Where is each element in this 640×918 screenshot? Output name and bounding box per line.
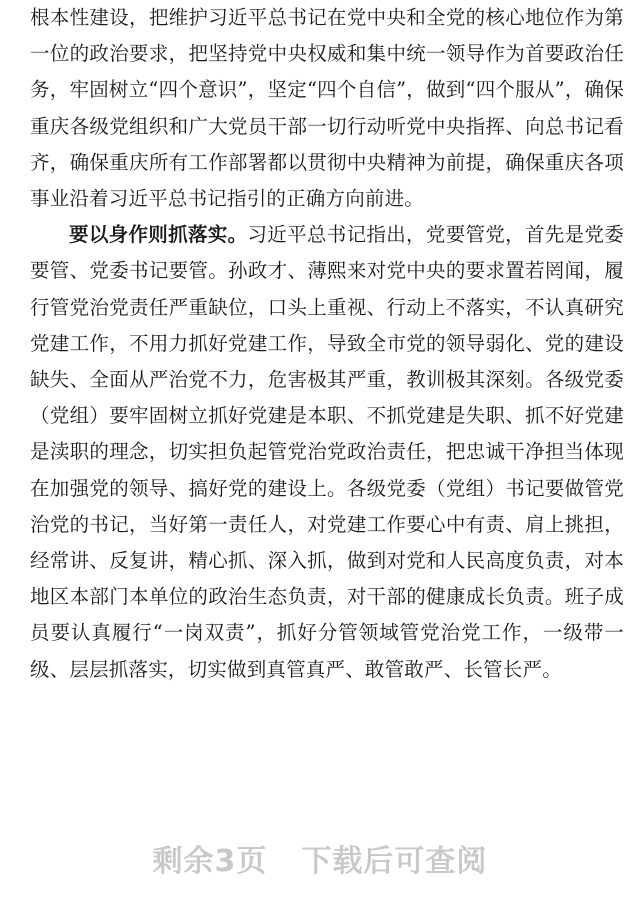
download-hint-label: 下载后可查阅 [301, 844, 488, 879]
paragraph-heading: 要以身作则抓落实。 [69, 223, 248, 247]
paragraph-lead-by-example [30, 217, 624, 688]
document-body [30, 0, 624, 688]
paragraph-body: 习近平总书记指出，党要管党，首先是党委要管、党委书记要管。孙政才、薄熙来对党中央的要求置若罔闻，履行管党治党责任严重缺位，口头上重视、行动上不落实，不认真研究党建工作，不用力抓好党建工作，导致全市党的领导弱化、党的建设缺失、全面从严治党不力，危害极其严重，教训极其深刻。各级党委（党组）要牢固树立抓好党建是本职、不抓党建是失职、抓不好党建是渎职的理念，切实担负起管党治党政治责任，把忠诚干净担当体现在加强党的领导、搞好党的建设上。各级党委（党组）书记要做管党治党的书记，当好第一责任人，对党建工作要心中有责、肩上挑担，经常讲、反复讲，精心抓、深入抓，做到对党和人民高度负责，对本地区本部门本单位的政治生态负责，对干部的健康成长负责。班子成员要认真履行“一岗双责”，抓好分管领域管党治党工作，一级带一级、层层抓落实，切实做到真管真严、敢管敢严、长管长严。 [30, 223, 624, 681]
remaining-pages-label: 剩余3页 [152, 844, 268, 879]
download-banner[interactable] [0, 836, 640, 880]
paragraph-continued: 根本性建设，把维护习近平总书记在党中央和全党的核心地位作为第一位的政治要求，把坚持党中央权威和集中统一领导作为首要政治任务，牢固树立“四个意识”，坚定“四个自信”，做到“四个服从”，确保重庆各级党组织和广大党员干部一切行动听党中央指挥、向总书记看齐，确保重庆所有工作部署都以贯彻中央精神为前提，确保重庆各项事业沿着习近平总书记指引的正确方向前进。 [30, 6, 624, 211]
